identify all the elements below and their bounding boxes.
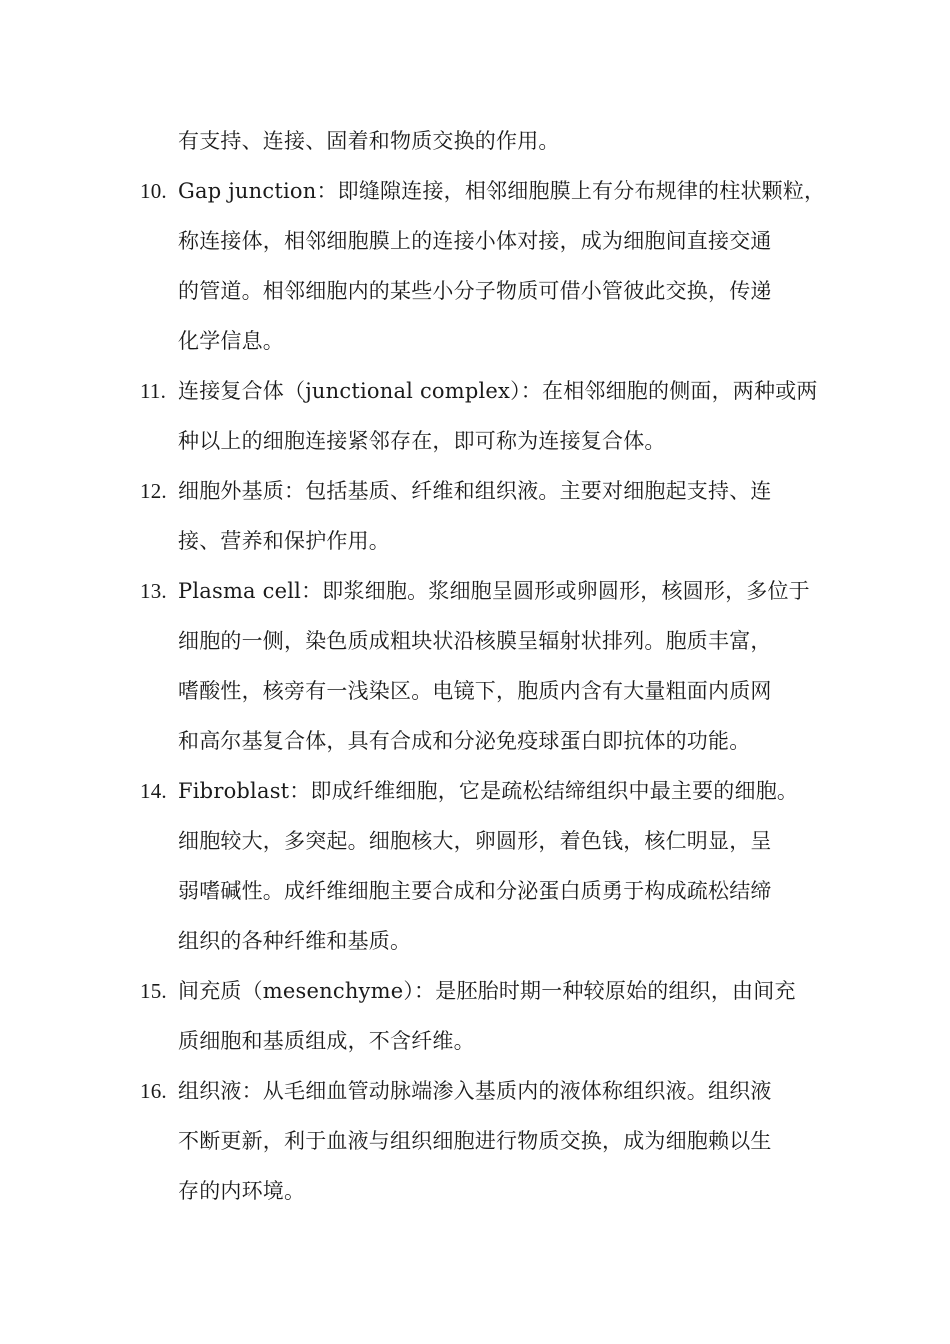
- list-item-line: [140, 166, 826, 216]
- list-item-line: 接、营养和保护作用。: [178, 529, 390, 553]
- list-item-line: 和高尔基复合体，具有合成和分泌免疫球蛋白即抗体的功能。: [178, 729, 751, 753]
- list-item-line: 质细胞和基质组成，不含纤维。: [178, 1029, 475, 1053]
- list-item-line: [140, 466, 810, 516]
- item-text: 连接复合体（junctional complex）：在相邻细胞的侧面，两种或两: [178, 379, 818, 403]
- item-text: Fibroblast：即成纤维细胞，它是疏松结缔组织中最主要的细胞。: [178, 779, 799, 803]
- item-text: 组织液：从毛细血管动脉端渗入基质内的液体称组织液。组织液: [178, 1079, 772, 1103]
- list-item-16: [140, 1066, 810, 1216]
- item-number: 10.: [140, 179, 167, 203]
- list-item-line: [140, 566, 810, 616]
- list-item-line: 的管道。相邻细胞内的某些小分子物质可借小管彼此交换，传递: [178, 279, 772, 303]
- list-item-13: [140, 566, 810, 766]
- list-item-12: [140, 466, 810, 566]
- item-number: 13.: [140, 579, 167, 603]
- list-item-line: 不断更新，利于血液与组织细胞进行物质交换，成为细胞赖以生: [178, 1129, 772, 1153]
- list-item-14: [140, 766, 810, 966]
- item-number: 16.: [140, 1079, 167, 1103]
- list-item-line: [140, 766, 810, 816]
- list-item-line: 组织的各种纤维和基质。: [178, 929, 412, 953]
- list-item-line: 存的内环境。: [178, 1179, 306, 1203]
- continuation-line: 有支持、连接、固着和物质交换的作用。: [178, 129, 560, 153]
- item-number: 11.: [140, 379, 167, 403]
- list-item-line: [140, 366, 818, 416]
- item-number: 15.: [140, 979, 167, 1003]
- list-item-line: 称连接体，相邻细胞膜上的连接小体对接，成为细胞间直接交通: [178, 229, 772, 253]
- list-item-line: 弱嗜碱性。成纤维细胞主要合成和分泌蛋白质勇于构成疏松结缔: [178, 879, 772, 903]
- item-number: 12.: [140, 479, 167, 503]
- list-item-line: 嗜酸性，核旁有一浅染区。电镜下，胞质内含有大量粗面内质网: [178, 679, 772, 703]
- item-text: Plasma cell：即浆细胞。浆细胞呈圆形或卵圆形，核圆形，多位于: [178, 579, 810, 603]
- list-item-line: [140, 1066, 810, 1116]
- item-text: 细胞外基质：包括基质、纤维和组织液。主要对细胞起支持、连: [178, 479, 772, 503]
- list-item-line: 细胞较大，多突起。细胞核大，卵圆形，着色钱，核仁明显，呈: [178, 829, 772, 853]
- item-text: Gap junction：即缝隙连接，相邻细胞膜上有分布规律的柱状颗粒，: [178, 179, 826, 203]
- list-item-line: 化学信息。: [178, 329, 284, 353]
- list-item-line: 种以上的细胞连接紧邻存在，即可称为连接复合体。: [178, 429, 666, 453]
- list-item-line: [140, 966, 810, 1016]
- list-item-15: [140, 966, 810, 1066]
- document-body: [140, 116, 826, 1216]
- item-number: 14.: [140, 779, 167, 803]
- list-item-11: [140, 366, 818, 466]
- list-item-10: [140, 166, 826, 366]
- item-text: 间充质（mesenchyme）：是胚胎时期一种较原始的组织，由间充: [178, 979, 796, 1003]
- list-item-line: 细胞的一侧，染色质成粗块状沿核膜呈辐射状排列。胞质丰富，: [178, 629, 772, 653]
